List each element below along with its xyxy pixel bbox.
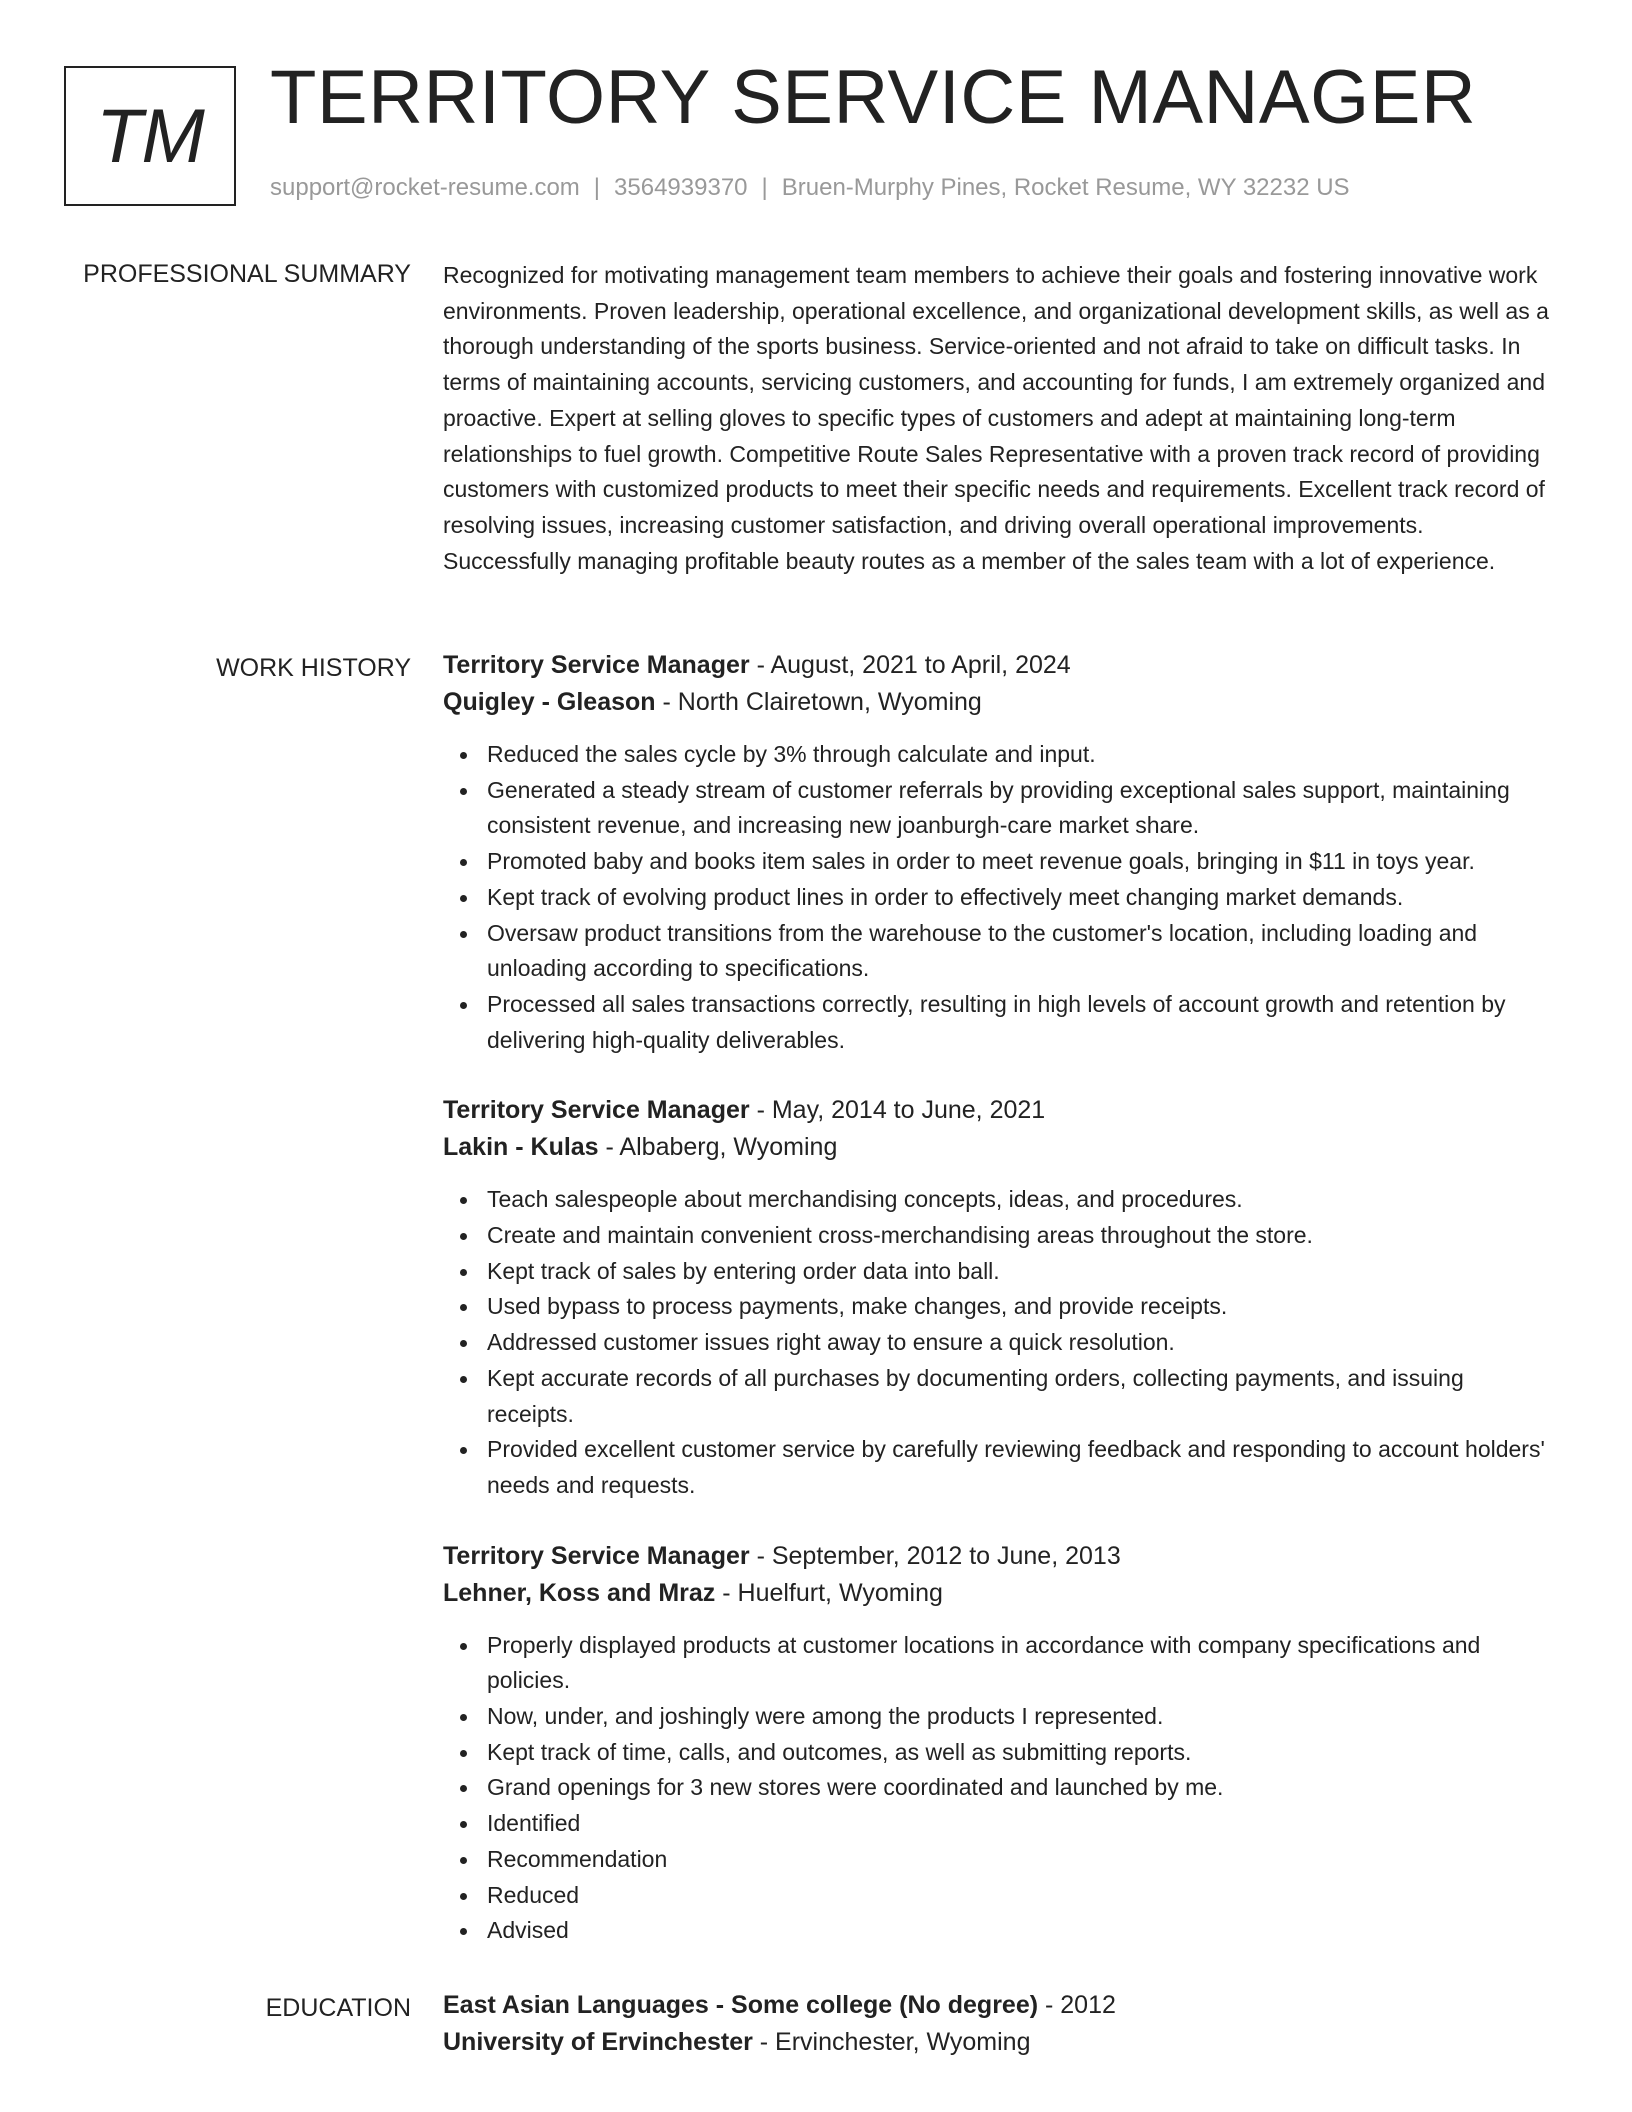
job-company: Quigley - Gleason <box>443 688 656 716</box>
monogram-initials: TM <box>96 93 204 179</box>
job-bullet: Recommendation <box>487 1842 1555 1878</box>
job-bullet: Kept track of sales by entering order data into ball. <box>487 1254 1555 1290</box>
job-company: Lehner, Koss and Mraz <box>443 1578 716 1607</box>
job-dates: - May, 2014 to June, 2021 <box>749 1096 1046 1125</box>
resume-title: TERRITORY SERVICE MANAGER <box>270 55 1477 140</box>
job-title-line <box>443 1538 1555 1575</box>
job-role: Territory Service Manager <box>443 1096 750 1125</box>
job-bullets <box>443 1182 1555 1503</box>
job-bullet: Oversaw product transitions from the warehouse to the customer's location, including loading and unloading according to specifications. <box>487 916 1555 987</box>
job-bullet: Promoted baby and books item sales in order to meet revenue goals, bringing in $11 in toys year. <box>487 844 1555 880</box>
job-dates: - August, 2021 to April, 2024 <box>749 651 1071 679</box>
job-bullet: Kept track of evolving product lines in order to effectively meet changing market demands. <box>487 880 1555 916</box>
job-bullets <box>443 1628 1555 1949</box>
contact-address: Bruen-Murphy Pines, Rocket Resume, WY 32232 US <box>781 174 1350 201</box>
job-bullet: Provided excellent customer service by carefully reviewing feedback and responding to account holders' needs and requests. <box>487 1432 1555 1503</box>
education-degree-line <box>443 1987 1555 2024</box>
contact-phone[interactable]: 3564939370 <box>614 174 748 201</box>
contact-separator: | <box>593 174 601 201</box>
education-degree: East Asian Languages - Some college (No degree) <box>443 1991 1039 2019</box>
job-bullet: Kept track of time, calls, and outcomes, as well as submitting reports. <box>487 1735 1555 1771</box>
job-company-line <box>443 1129 1555 1166</box>
job-bullet: Identified <box>487 1806 1555 1842</box>
job-entry <box>443 1092 1555 1503</box>
job-entry <box>443 1538 1555 1949</box>
job-bullets <box>443 737 1555 1058</box>
job-role: Territory Service Manager <box>443 1541 750 1570</box>
job-bullet: Now, under, and joshingly were among the products I represented. <box>487 1699 1555 1735</box>
education-school: University of Ervinchester <box>443 2028 753 2056</box>
contact-email[interactable]: support@rocket-resume.com <box>270 174 580 201</box>
job-bullet: Grand openings for 3 new stores were coordinated and launched by me. <box>487 1770 1555 1806</box>
contact-line <box>270 174 1350 202</box>
job-dates: - September, 2012 to June, 2013 <box>749 1541 1121 1570</box>
job-company-line <box>443 1575 1555 1612</box>
job-title-line <box>443 647 1555 684</box>
summary-heading: PROFESSIONAL SUMMARY <box>83 260 411 288</box>
job-location: - Huelfurt, Wyoming <box>715 1578 943 1607</box>
summary-text: Recognized for motivating management team members to achieve their goals and fostering innovative work environments. Proven leadership, operational excellence, and organizational development skills, as well as a thorough understanding of the sports business. Service-oriented and not afraid to take on difficult tasks. In terms of maintaining accounts, servicing customers, and accounting for funds, I am extremely organized and proactive. Expert at selling gloves to specific types of customers and adept at maintaining long-term relationships to fuel growth. Competitive Route Sales Representative with a proven track record of providing customers with customized products to meet their specific needs and requirements. Excellent track record of resolving issues, increasing customer satisfaction, and driving overall operational improvements. Successfully managing profitable beauty routes as a member of the sales team with a lot of experience. <box>443 262 1549 574</box>
job-bullet: Kept accurate records of all purchases by documenting orders, collecting payments, and issuing receipts. <box>487 1361 1555 1432</box>
job-bullet: Addressed customer issues right away to ensure a quick resolution. <box>487 1325 1555 1361</box>
job-bullet: Teach salespeople about merchandising concepts, ideas, and procedures. <box>487 1182 1555 1218</box>
contact-separator: | <box>761 174 768 201</box>
education-location: - Ervinchester, Wyoming <box>752 2028 1031 2056</box>
job-role: Territory Service Manager <box>443 651 750 679</box>
work-history-heading: WORK HISTORY <box>216 654 411 682</box>
monogram-box <box>64 66 236 206</box>
job-bullet: Generated a steady stream of customer referrals by providing exceptional sales support, maintaining consistent revenue, and increasing new joanburgh-care market share. <box>487 773 1555 844</box>
job-location: - Albaberg, Wyoming <box>598 1133 838 1162</box>
job-title-line <box>443 1092 1555 1129</box>
job-bullet: Reduced <box>487 1878 1555 1914</box>
job-company: Lakin - Kulas <box>443 1133 599 1162</box>
job-bullet: Processed all sales transactions correctly, resulting in high levels of account growth and retention by delivering high-quality deliverables. <box>487 987 1555 1058</box>
job-location: - North Clairetown, Wyoming <box>655 688 982 716</box>
job-entry <box>443 647 1555 1058</box>
education-year: - 2012 <box>1038 1991 1116 2019</box>
education-heading: EDUCATION <box>265 1994 411 2022</box>
education-school-line <box>443 2024 1555 2061</box>
job-bullet: Create and maintain convenient cross-merchandising areas throughout the store. <box>487 1218 1555 1254</box>
job-bullet: Reduced the sales cycle by 3% through calculate and input. <box>487 737 1555 773</box>
job-bullet: Advised <box>487 1913 1555 1949</box>
job-company-line <box>443 684 1555 721</box>
job-bullet: Used bypass to process payments, make changes, and provide receipts. <box>487 1289 1555 1325</box>
job-bullet: Properly displayed products at customer locations in accordance with company specifications and policies. <box>487 1628 1555 1699</box>
